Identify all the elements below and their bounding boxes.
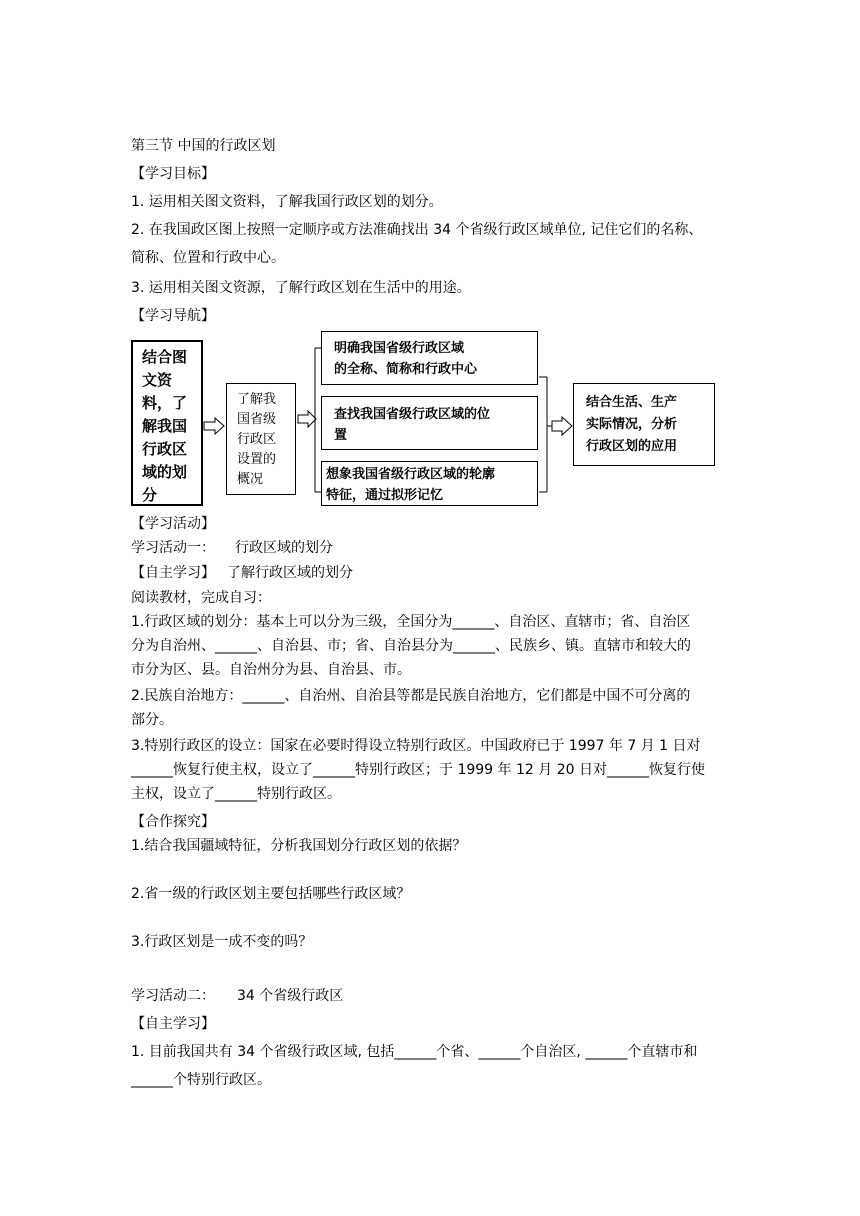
nav-box-overview-line: 行政区 bbox=[142, 440, 188, 458]
section-title: 第三节 中国的行政区划 bbox=[131, 138, 276, 154]
act1-q1-line: 分为自治州、______、自治县、市；省、自治县分为______、民族乡、镇。直辖市和较大的 bbox=[131, 638, 691, 654]
nav-box-provincial bbox=[226, 383, 296, 495]
nav-box-provincial-line: 概况 bbox=[237, 472, 264, 487]
act2-q1-line: ______个特别行政区。 bbox=[131, 1072, 271, 1088]
nav-box-application-line: 实际情况，分析 bbox=[586, 417, 678, 432]
act2-title-label: 学习活动二： bbox=[131, 988, 215, 1004]
act1-read: 阅读教材，完成自习： bbox=[131, 590, 271, 606]
act1-q2-line: 部分。 bbox=[131, 712, 173, 728]
nav-box-outline bbox=[321, 461, 538, 506]
act1-self-study bbox=[131, 563, 353, 583]
right-arrow-icon bbox=[203, 417, 225, 435]
nav-box-locate-line: 查找我国省级行政区域的位 bbox=[334, 407, 491, 422]
nav-box-overview-line: 域的划 bbox=[142, 463, 188, 481]
act1-title bbox=[131, 538, 333, 558]
coop-question-1: 1.结合我国疆域特征，分析我国划分行政区划的依据？ bbox=[131, 838, 467, 854]
nav-box-names-line: 明确我国省级行政区域 bbox=[334, 341, 465, 356]
act1-self-label: 【自主学习】 bbox=[131, 565, 215, 581]
act2-self-label: 【自主学习】 bbox=[131, 1016, 215, 1032]
activity-heading: 【学习活动】 bbox=[131, 516, 215, 532]
act1-q3-line: 3.特别行政区的设立：国家在必要时得设立特别行政区。中国政府已于 1997 年 7 月 1 日对 bbox=[131, 738, 701, 754]
coop-question-2: 2.省一级的行政区划主要包括哪些行政区域？ bbox=[131, 886, 411, 902]
goal-item-3: 3. 运用相关图文资源，了解行政区划在生活中的用途。 bbox=[131, 280, 471, 296]
nav-box-application-line: 行政区划的应用 bbox=[586, 439, 678, 454]
act1-self-topic: 了解行政区域的划分 bbox=[227, 565, 353, 581]
act1-q3-line: ______恢复行使主权，设立了______特别行政区；于 1999 年 12 月 20 日对______恢复行使 bbox=[131, 762, 705, 778]
goal-item-1: 1. 运用相关图文资料，了解我国行政区划的划分。 bbox=[131, 194, 443, 210]
nav-box-provincial-line: 国省级 bbox=[237, 412, 277, 427]
nav-box-locate bbox=[321, 396, 538, 450]
nav-box-application bbox=[573, 383, 715, 466]
act1-title-label: 学习活动一： bbox=[131, 540, 215, 556]
nav-box-provincial-line: 行政区 bbox=[237, 432, 277, 447]
act2-q1-line: 1. 目前我国共有 34 个省级行政区域, 包括______个省、______个自治区, ______个直辖市和 bbox=[131, 1044, 698, 1060]
act1-title-topic: 行政区域的划分 bbox=[235, 540, 333, 556]
nav-box-overview bbox=[131, 340, 203, 506]
act1-q3-line: 主权，设立了______特别行政区。 bbox=[131, 786, 341, 802]
act1-q1-line: 市分为区、县。自治州分为县、自治县、市。 bbox=[131, 662, 411, 678]
nav-box-overview-line: 解我国 bbox=[142, 417, 188, 435]
nav-box-provincial-line: 设置的 bbox=[237, 452, 277, 467]
nav-box-outline-line: 想象我国省级行政区域的轮廓 bbox=[326, 467, 496, 482]
nav-box-locate-line: 置 bbox=[334, 428, 348, 443]
nav-box-application-line: 结合生活、生产 bbox=[586, 395, 678, 410]
nav-box-overview-line: 分 bbox=[142, 486, 158, 504]
coop-question-3: 3.行政区划是一成不变的吗？ bbox=[131, 934, 313, 950]
act1-q1-line: 1.行政区域的划分：基本上可以分为三级，全国分为______、自治区、直辖市；省、自治区 bbox=[131, 614, 691, 630]
nav-heading: 【学习导航】 bbox=[131, 308, 215, 324]
act1-q2-line: 2.民族自治地方：______、自治州、自治县等都是民族自治地方，它们都是中国不可分离的 bbox=[131, 688, 691, 704]
nav-box-overview-line: 料，了 bbox=[142, 394, 188, 412]
nav-box-names bbox=[321, 331, 538, 385]
nav-box-provincial-line: 了解我 bbox=[237, 392, 277, 407]
goal-item-2-cont: 简称、位置和行政中心。 bbox=[131, 250, 285, 266]
nav-box-names-line: 的全称、简称和行政中心 bbox=[334, 362, 478, 377]
act2-title-topic: 34 个省级行政区 bbox=[237, 988, 344, 1004]
nav-box-outline-line: 特征，通过拟形记忆 bbox=[326, 488, 444, 503]
nav-box-overview-line: 文资 bbox=[142, 371, 173, 389]
act2-title bbox=[131, 986, 343, 1006]
goals-heading: 【学习目标】 bbox=[131, 166, 215, 182]
goal-item-2: 2. 在我国政区图上按照一定顺序或方法准确找出 34 个省级行政区域单位, 记住它们的名称、 bbox=[131, 222, 703, 238]
nav-box-overview-line: 结合图 bbox=[142, 348, 188, 366]
right-bracket-arrow bbox=[538, 370, 574, 500]
coop-heading: 【合作探究】 bbox=[131, 814, 215, 830]
